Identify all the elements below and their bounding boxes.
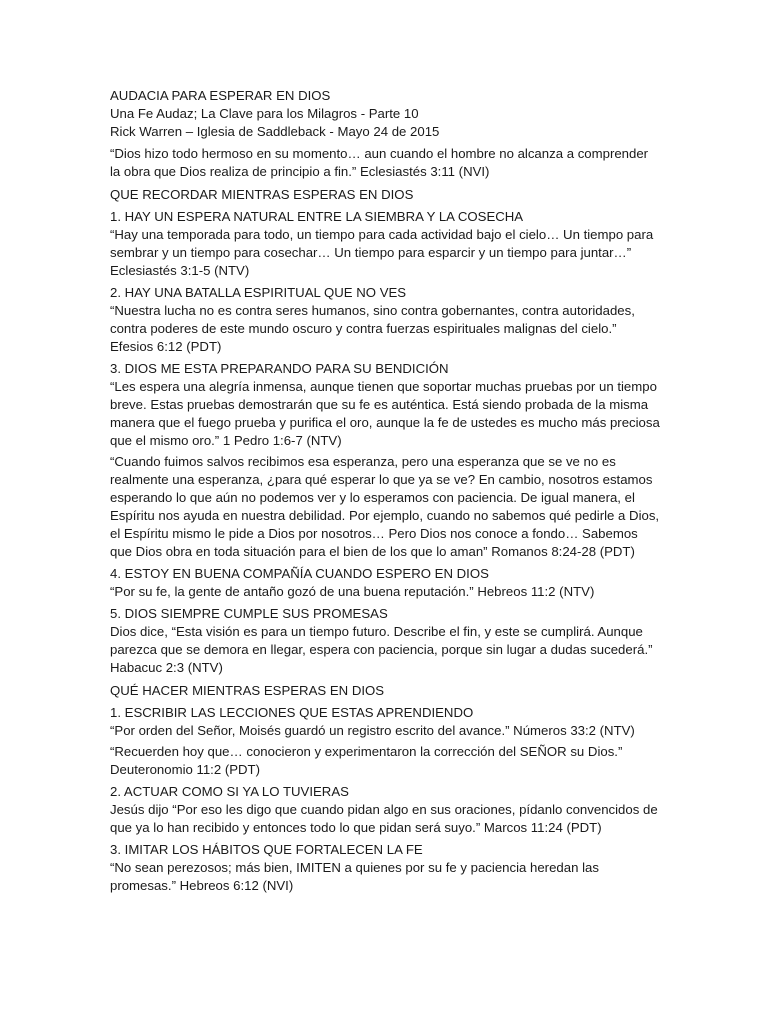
point-heading: 2. HAY UNA BATALLA ESPIRITUAL QUE NO VES: [110, 285, 407, 300]
point-quote: “Cuando fuimos salvos recibimos esa esperanza, pero una esperanza que se ve no es realmente una esperanza, ¿para qué esperar lo que ya se ve? En cambio, nosotros estamos esperando lo que aún no podemos ver y lo esperamos con paciencia. De igual manera, el Espíritu nos ayuda en nuestra debilidad. Por ejemplo, cuando no sabemos qué pedirle a Dios, el Espíritu mismo le pide a Dios por nosotros… Pero Dios nos conoce a fondo… Sabemos que Dios obra en toda situación para el bien de los que lo aman” Romanos 8:24-28 (PDT): [110, 454, 660, 559]
point-quote: “Recuerden hoy que… conocieron y experimentaron la corrección del SEÑOR su Dios.” Deuteronomio 11:2 (PDT): [110, 744, 623, 777]
point-block: [110, 565, 660, 601]
point-quote: “Por su fe, la gente de antaño gozó de una buena reputación.” Hebreos 11:2 (NTV): [110, 584, 595, 599]
point-quote: “Hay una temporada para todo, un tiempo para cada actividad bajo el cielo… Un tiempo para sembrar y un tiempo para cosechar… Un tiempo para esparcir y un tiempo para juntar…” Eclesiastés 3:1-5 (NTV): [110, 227, 654, 278]
point-heading: 1. ESCRIBIR LAS LECCIONES QUE ESTAS APRENDIENDO: [110, 705, 474, 720]
intro-quote-text: “Dios hizo todo hermoso en su momento… aun cuando el hombre no alcanza a comprender la obra que Dios realiza de principio a fin.” Eclesiastés 3:11 (NVI): [110, 146, 649, 179]
document-title: AUDACIA PARA ESPERAR EN DIOS: [110, 88, 331, 103]
point-block: [110, 208, 660, 280]
point-block-continued: [110, 743, 660, 779]
point-block: [110, 704, 660, 740]
section-title-remember: QUE RECORDAR MIENTRAS ESPERAS EN DIOS: [110, 187, 414, 202]
point-block: [110, 783, 660, 837]
point-quote: “No sean perezosos; más bien, IMITEN a quienes por su fe y paciencia heredan las promesas.” Hebreos 6:12 (NVI): [110, 860, 599, 893]
point-heading: 5. DIOS SIEMPRE CUMPLE SUS PROMESAS: [110, 606, 388, 621]
point-heading: 1. HAY UN ESPERA NATURAL ENTRE LA SIEMBRA Y LA COSECHA: [110, 209, 524, 224]
document-subtitle: Una Fe Audaz; La Clave para los Milagros - Parte 10: [110, 106, 419, 121]
point-quote: “Les espera una alegría inmensa, aunque tienen que soportar muchas pruebas por un tiempo breve. Estas pruebas demostrarán que su fe es auténtica. Está siendo probada de la misma manera que el fuego prueba y purifica el oro, aunque la fe de ustedes es mucho más preciosa que el mismo oro.” 1 Pedro 1:6-7 (NTV): [110, 379, 660, 448]
point-quote: Dios dice, “Esta visión es para un tiempo futuro. Describe el fin, y este se cumplirá. Aunque parezca que se demora en llegar, espera con paciencia, porque sin lugar a dudas sucederá.” Habacuc 2:3 (NTV): [110, 624, 653, 675]
point-block: [110, 284, 660, 356]
document-page: [110, 87, 660, 895]
point-quote: Jesús dijo “Por eso les digo que cuando pidan algo en sus oraciones, pídanlo convencidos de que ya lo han recibido y entonces todo lo que pidan será suyo.” Marcos 11:24 (PDT): [110, 802, 658, 835]
document-byline: Rick Warren – Iglesia de Saddleback - Mayo 24 de 2015: [110, 124, 440, 139]
intro-quote: [110, 145, 660, 181]
point-quote: “Por orden del Señor, Moisés guardó un registro escrito del avance.” Números 33:2 (NTV): [110, 723, 635, 738]
point-block: [110, 605, 660, 677]
point-heading: 4. ESTOY EN BUENA COMPAÑÍA CUANDO ESPERO EN DIOS: [110, 566, 489, 581]
point-block: [110, 841, 660, 895]
section-title-do: QUÉ HACER MIENTRAS ESPERAS EN DIOS: [110, 683, 385, 698]
point-quote: “Nuestra lucha no es contra seres humanos, sino contra gobernantes, contra autoridades, contra poderes de este mundo oscuro y contra fuerzas espirituales malignas del cielo.” Efesios 6:12 (PDT): [110, 303, 635, 354]
point-heading: 2. ACTUAR COMO SI YA LO TUVIERAS: [110, 784, 349, 799]
point-block: [110, 360, 660, 450]
point-heading: 3. IMITAR LOS HÁBITOS QUE FORTALECEN LA FE: [110, 842, 423, 857]
point-block-continued: [110, 453, 660, 561]
point-heading: 3. DIOS ME ESTA PREPARANDO PARA SU BENDICIÓN: [110, 361, 449, 376]
